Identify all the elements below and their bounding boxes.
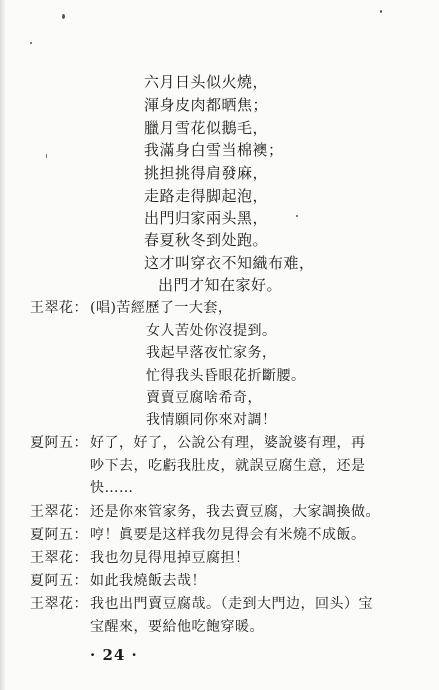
dialogue-line: 哼！眞要是这样我勿見得会有米燒不成飯。: [90, 527, 366, 543]
dialogue-line: 宝醒來，要給他吃飽穿暖。: [90, 619, 264, 635]
paper-speck: [380, 10, 382, 13]
dialogue-line: 还是你來管家务，我去賣豆腐，大家調換做。: [90, 504, 380, 520]
dialogue-line: 吵下去，吃虧我肚皮，就誤豆腐生意，还是: [90, 458, 366, 474]
dialogue-line: 如此我燒飯去哉！: [90, 573, 206, 589]
dialogue-line: 我也勿見得甩掉豆腐担！: [90, 550, 250, 566]
dialogue-line: 我起早落夜忙家务，: [146, 345, 277, 361]
verse-line: 出門归家兩头黑，: [144, 209, 269, 227]
paper-speck: [30, 42, 32, 44]
speaker-name: 夏阿五：: [30, 527, 88, 543]
verse-line: 我滿身白雪当棉襖；: [144, 141, 284, 159]
paper-speck: [46, 154, 47, 158]
dialogue-line: 賣賣豆腐啥希奇，: [146, 390, 262, 406]
dialogue-line: 我情願同你來对調！: [146, 412, 277, 428]
dialogue-line: 我也出門賣豆腐哉。（走到大門边，回头）宝: [90, 596, 373, 612]
dialogue-line: 好了，好了，公說公有理，婆說婆有理，再: [90, 435, 366, 451]
verse-line: 出門才知在家好。: [158, 276, 283, 294]
dialogue-line: 女人苦处你沒提到。: [146, 323, 277, 339]
paper-speck: [296, 215, 298, 217]
verse-line: 春夏秋冬到处跑。: [144, 231, 269, 249]
dialogue-line: 快……: [90, 480, 134, 496]
verse-line: 臘月雪花似鵝毛，: [144, 119, 269, 137]
speaker-name: 夏阿五：: [30, 435, 88, 451]
speaker-name: 夏阿五：: [30, 573, 88, 589]
paper-speck: [62, 14, 65, 19]
dialogue-line: 忙得我头昏眼花折斷腰。: [146, 368, 306, 384]
speaker-name: 王翠花：: [30, 596, 88, 612]
verse-line: 挑担挑得肩發麻，: [144, 164, 269, 182]
verse-line: 这才叫穿衣不知織布难，: [144, 254, 315, 272]
verse-line: 六月日头似火燒，: [144, 73, 269, 91]
binding-edge-shadow: [0, 0, 6, 690]
speaker-name: 王翠花：: [30, 504, 88, 520]
dialogue-line: (唱)苦經歷了一大套，: [90, 300, 233, 316]
page-number: · 24 ·: [90, 646, 138, 664]
verse-line: 走路走得脚起泡，: [144, 187, 269, 205]
speaker-name: 王翠花：: [30, 550, 88, 566]
verse-line: 渾身皮肉都晒焦；: [144, 96, 269, 114]
speaker-name: 王翠花：: [30, 300, 88, 316]
